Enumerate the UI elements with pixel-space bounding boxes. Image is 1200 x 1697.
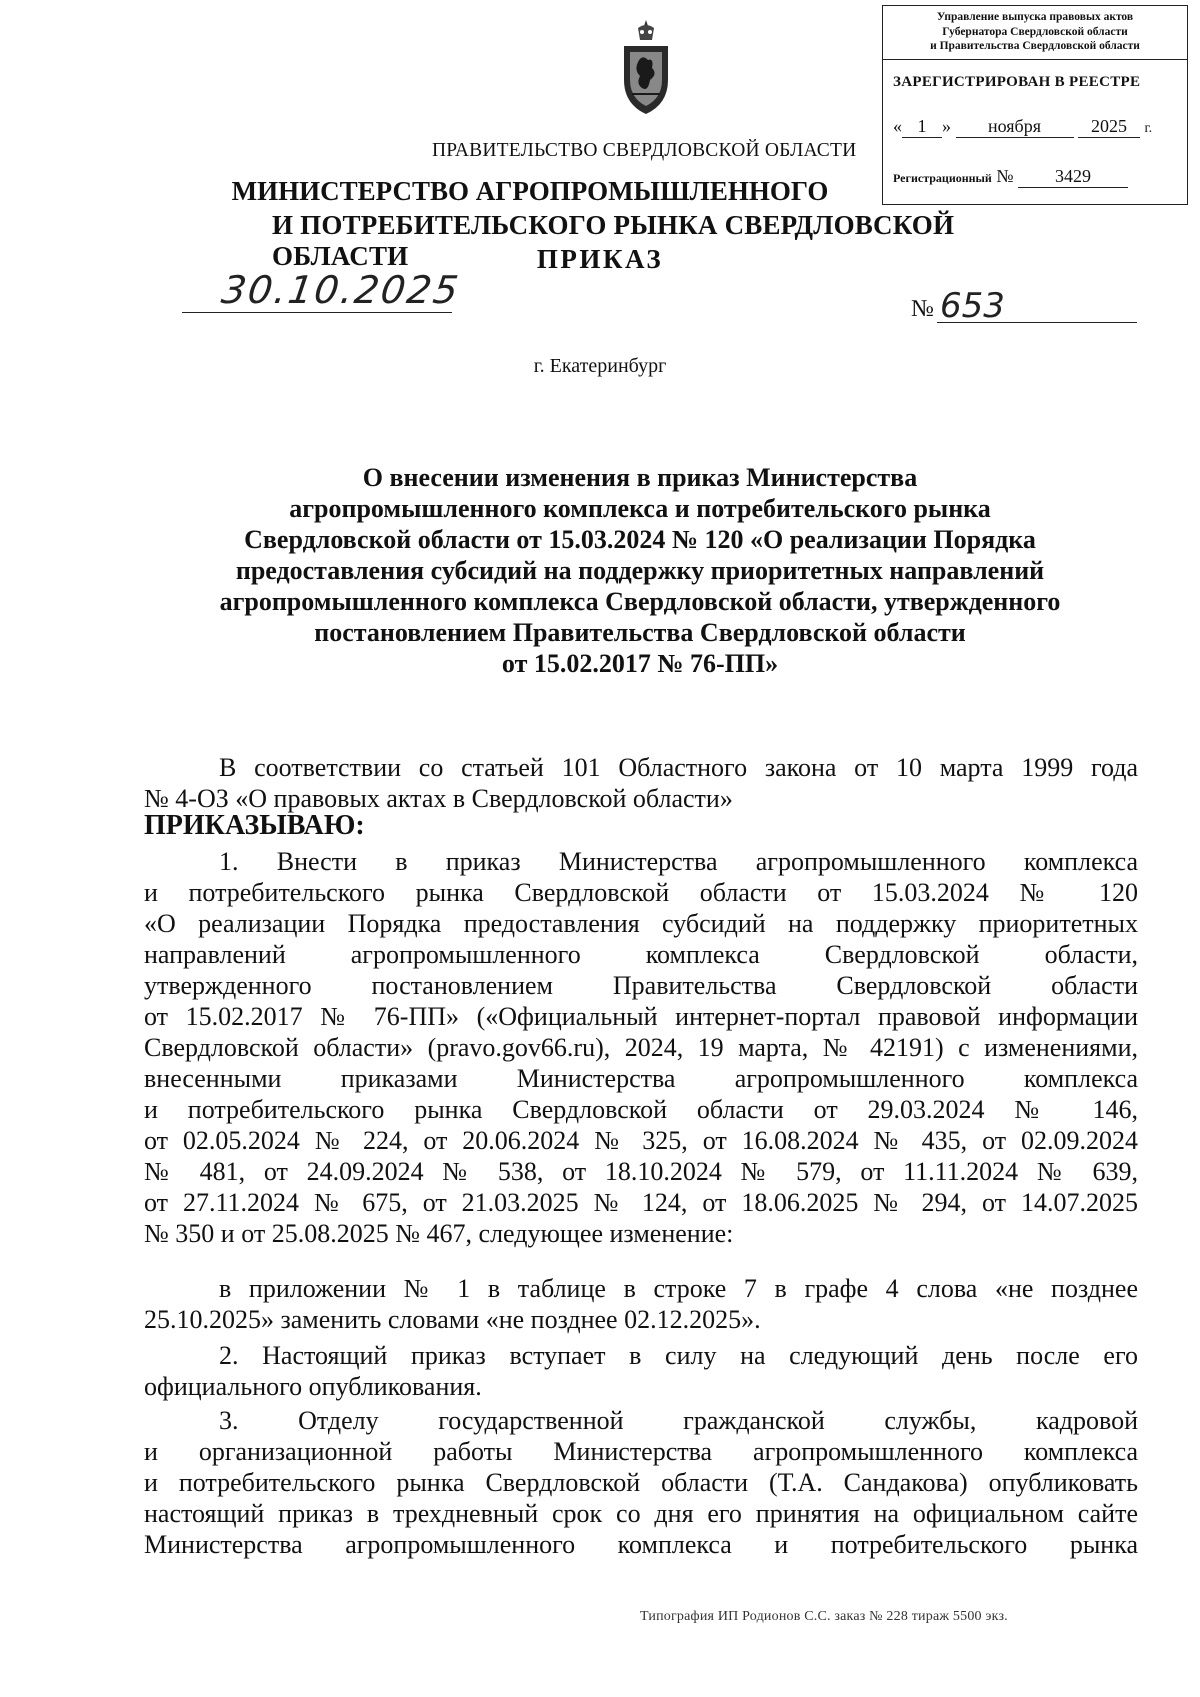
body-line: и организационной работы Министерства агропромышленного комплекса bbox=[144, 1437, 1138, 1466]
preamble bbox=[144, 752, 1138, 814]
title-line: О внесении изменения в приказ Министерства bbox=[362, 463, 918, 492]
section-1 bbox=[144, 846, 1138, 1249]
number-underline bbox=[937, 322, 1137, 323]
ministry-name-line1: МИНИСТЕРСТВО АГРОПРОМЫШЛЕННОГО bbox=[231, 176, 829, 206]
section-1-change bbox=[144, 1273, 1138, 1335]
stamp-day: 1 bbox=[902, 116, 942, 138]
stamp-date: « 1 » ноября 2025 г. bbox=[893, 116, 1153, 136]
title-line: постановлением Правительства Свердловской области bbox=[314, 618, 966, 647]
body-line: от 02.05.2024 № 224, от 20.06.2024 № 325, от 16.08.2024 № 435, от 02.09.2024 bbox=[144, 1126, 1138, 1155]
date-underline bbox=[182, 312, 452, 313]
stamp-header bbox=[883, 6, 1187, 60]
body-line: «О реализации Порядка предоставления субсидий на поддержку приоритетных bbox=[144, 909, 1138, 938]
order-number-sign: № bbox=[911, 296, 934, 322]
registration-stamp bbox=[882, 5, 1188, 205]
body-line: утвержденного постановлением Правительства Свердловской области bbox=[144, 971, 1138, 1000]
body-line: В соответствии со статьей 101 Областного закона от 10 марта 1999 года bbox=[219, 753, 1138, 782]
stamp-year-suffix: г. bbox=[1144, 121, 1153, 136]
document-type: ПРИКАЗ bbox=[536, 244, 664, 274]
body-line: 1. Внести в приказ Министерства агропромышленного комплекса bbox=[219, 847, 1138, 876]
order-word: ПРИКАЗЫВАЮ: bbox=[144, 810, 365, 841]
body-line: № 481, от 24.09.2024 № 538, от 18.10.2024 № 579, от 11.11.2024 № 639, bbox=[144, 1157, 1138, 1186]
stamp-header-line: и Правительства Свердловской области bbox=[930, 40, 1140, 52]
title-line: от 15.02.2017 № 76-ПП» bbox=[501, 649, 779, 678]
title-line: агропромышленного комплекса и потребительского рынка bbox=[289, 494, 991, 523]
stamp-header-line: Управление выпуска правовых актов bbox=[936, 11, 1134, 23]
body-line: 3. Отделу государственной гражданской службы, кадровой bbox=[219, 1406, 1138, 1435]
body-line: Министерства агропромышленного комплекса и потребительского рынка bbox=[144, 1530, 1138, 1559]
body-line: настоящий приказ в трехдневный срок со дня его принятия на официальном сайте bbox=[144, 1499, 1138, 1528]
body-line: и потребительского рынка Свердловской области от 29.03.2024 № 146, bbox=[144, 1095, 1138, 1124]
body-line: внесенными приказами Министерства агропромышленного комплекса bbox=[144, 1064, 1138, 1093]
stamp-registered-label: ЗАРЕГИСТРИРОВАН В РЕЕСТРЕ bbox=[893, 74, 1141, 90]
government-name: ПРАВИТЕЛЬСТВО СВЕРДЛОВСКОЙ ОБЛАСТИ bbox=[432, 140, 857, 161]
city: г. Екатеринбург bbox=[533, 355, 667, 377]
body-line: от 15.02.2017 № 76-ПП» («Официальный интернет-портал правовой информации bbox=[144, 1002, 1138, 1031]
body-line: Свердловской области» (pravo.gov66.ru), 2024, 19 марта, № 42191) с изменениями, bbox=[144, 1033, 1138, 1062]
coat-of-arms-emblem bbox=[618, 18, 674, 118]
body-line: от 27.11.2024 № 675, от 21.03.2025 № 124, от 18.06.2025 № 294, от 14.07.2025 bbox=[144, 1188, 1138, 1217]
body-line: и потребительского рынка Свердловской области от 15.03.2024 № 120 bbox=[144, 878, 1138, 907]
stamp-month: ноября bbox=[956, 116, 1074, 138]
order-date: 30.10.2025 bbox=[218, 268, 463, 312]
stamp-reg-label: Регистрационный bbox=[893, 171, 992, 185]
body-line: 25.10.2025» заменить словами «не позднее 02.12.2025». bbox=[144, 1305, 761, 1334]
title-line: Свердловской области от 15.03.2024 № 120 «О реализации Порядка bbox=[244, 525, 1036, 554]
section-2 bbox=[144, 1340, 1138, 1402]
body-line: № 350 и от 25.08.2025 № 467, следующее изменение: bbox=[144, 1219, 734, 1248]
body-line: направлений агропромышленного комплекса Свердловской области, bbox=[144, 940, 1138, 969]
body-line: № 4-ОЗ «О правовых актах в Свердловской области» bbox=[144, 784, 733, 813]
title-line: агропромышленного комплекса Свердловской области, утвержденного bbox=[219, 587, 1061, 616]
body-line: официального опубликования. bbox=[144, 1372, 482, 1401]
section-3 bbox=[144, 1405, 1138, 1560]
body-line: 2. Настоящий приказ вступает в силу на следующий день после его bbox=[219, 1341, 1138, 1370]
ministry-name-line2: И ПОТРЕБИТЕЛЬСКОГО РЫНКА СВЕРДЛОВСКОЙ ОБЛАСТИ bbox=[272, 210, 955, 271]
body-line: в приложении № 1 в таблице в строке 7 в графе 4 слова «не позднее bbox=[219, 1274, 1138, 1303]
stamp-reg-number: 3429 bbox=[1018, 166, 1128, 188]
stamp-year: 2025 bbox=[1078, 116, 1140, 138]
stamp-header-line: Губернатора Свердловской области bbox=[942, 25, 1128, 38]
body-line: и потребительского рынка Свердловской области (Т.А. Сандакова) опубликовать bbox=[144, 1468, 1138, 1497]
order-number: 653 bbox=[940, 286, 1005, 326]
document-title bbox=[150, 462, 1130, 679]
stamp-number-sign: № bbox=[996, 166, 1014, 186]
printer-footer: Типография ИП Родионов С.С. заказ № 228 тираж 5500 экз. bbox=[640, 1609, 1008, 1624]
title-line: предоставления субсидий на поддержку приоритетных направлений bbox=[235, 556, 1045, 585]
